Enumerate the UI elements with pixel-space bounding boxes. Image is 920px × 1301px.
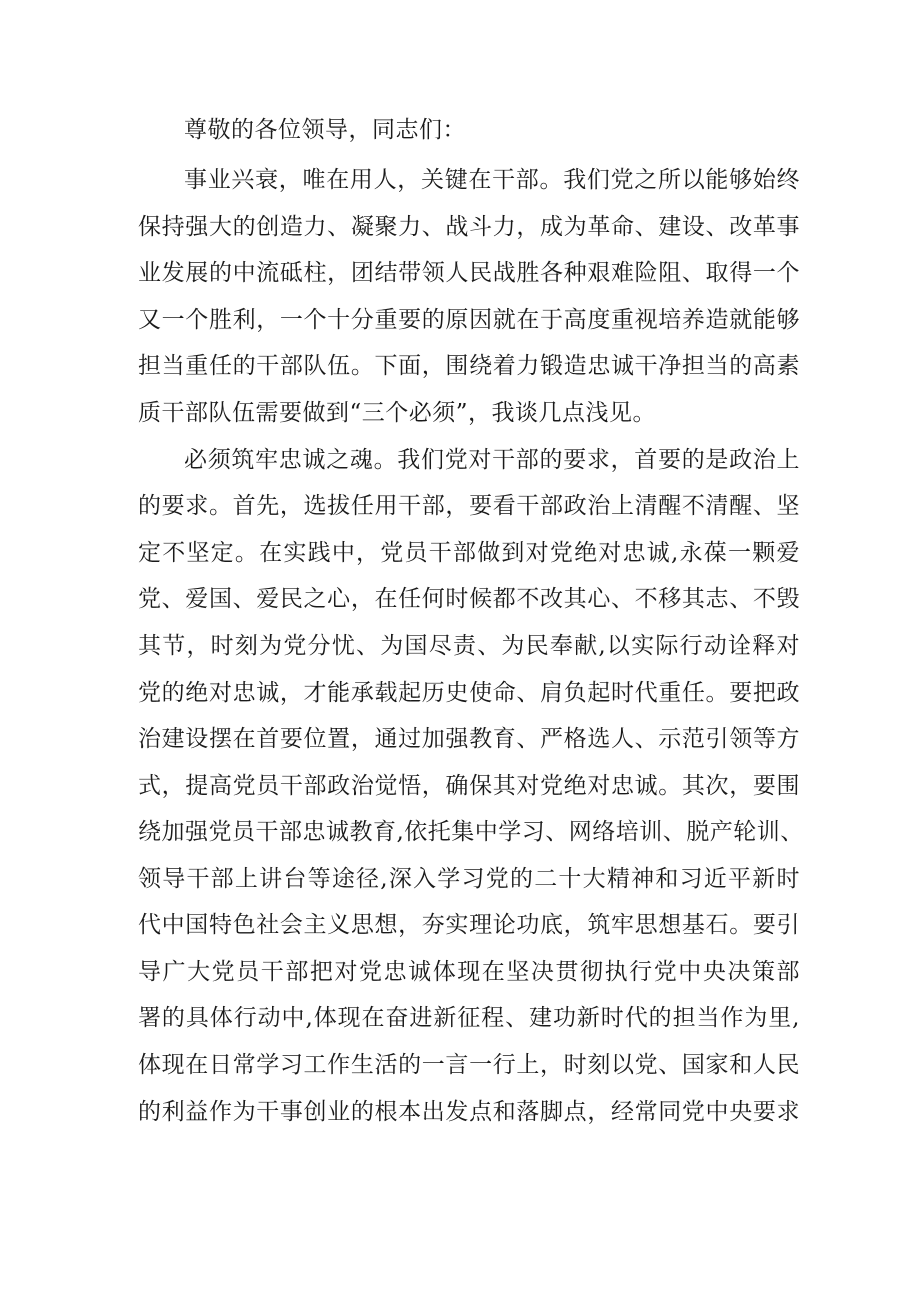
paragraph-2-line-6: 党的绝对忠诚，才能承载起历史使命、肩负起时代重任。要把政 bbox=[138, 680, 800, 706]
paragraph-1-line-2: 保持强大的创造力、凝聚力、战斗力，成为革命、建设、改革事 bbox=[138, 214, 800, 240]
salutation: 尊敬的各位领导，同志们： bbox=[184, 117, 466, 143]
paragraph-1-line-1: 事业兴衰，唯在用人，关键在干部。我们党之所以能够始终 bbox=[184, 167, 800, 193]
paragraph-2-line-14: 体现在日常学习工作生活的一言一行上，时刻以党、国家和人民 bbox=[138, 1052, 800, 1078]
paragraph-2-line-8: 式，提高党员干部政治觉悟，确保其对党绝对忠诚。其次，要围 bbox=[138, 773, 800, 799]
paragraph-2-line-11: 代中国特色社会主义思想，夯实理论功底，筑牢思想基石。要引 bbox=[138, 912, 800, 938]
paragraph-2-line-1: 必须筑牢忠诚之魂。我们党对干部的要求，首要的是政治上 bbox=[184, 447, 800, 473]
paragraph-2-line-3: 定不坚定。在实践中，党员干部做到对党绝对忠诚,永葆一颗爱 bbox=[138, 540, 800, 566]
paragraph-2-line-5: 其节，时刻为党分忧、为国尽责、为民奉献,以实际行动诠释对 bbox=[138, 633, 800, 659]
paragraph-2-line-12: 导广大党员干部把对党忠诚体现在坚决贯彻执行党中央决策部 bbox=[138, 959, 800, 985]
paragraph-2-line-7: 治建设摆在首要位置，通过加强教育、严格选人、示范引领等方 bbox=[138, 726, 800, 752]
paragraph-2-line-4: 党、爱国、爱民之心，在任何时候都不改其心、不移其志、不毁 bbox=[138, 586, 800, 612]
paragraph-2-line-15: 的利益作为干事创业的根本出发点和落脚点，经常同党中央要求 bbox=[138, 1099, 800, 1125]
paragraph-2-line-9: 绕加强党员干部忠诚教育,依托集中学习、网络培训、脱产轮训、 bbox=[138, 819, 804, 845]
paragraph-2-line-10: 领导干部上讲台等途径,深入学习党的二十大精神和习近平新时 bbox=[138, 866, 800, 892]
paragraph-1-line-6: 质干部队伍需要做到“三个必须”，我谈几点浅见。 bbox=[138, 400, 657, 426]
paragraph-2-line-2: 的要求。首先，选拔任用干部，要看干部政治上清醒不清醒、坚 bbox=[138, 493, 800, 519]
paragraph-1-line-4: 又一个胜利，一个十分重要的原因就在于高度重视培养造就能够 bbox=[138, 307, 800, 333]
paragraph-1-line-5: 担当重任的干部队伍。下面，围绕着力锻造忠诚干净担当的高素 bbox=[138, 353, 800, 379]
paragraph-2-line-13: 署的具体行动中,体现在奋进新征程、建功新时代的担当作为里, bbox=[138, 1005, 800, 1031]
paragraph-1-line-3: 业发展的中流砥柱，团结带领人民战胜各种艰难险阻、取得一个 bbox=[138, 260, 800, 286]
